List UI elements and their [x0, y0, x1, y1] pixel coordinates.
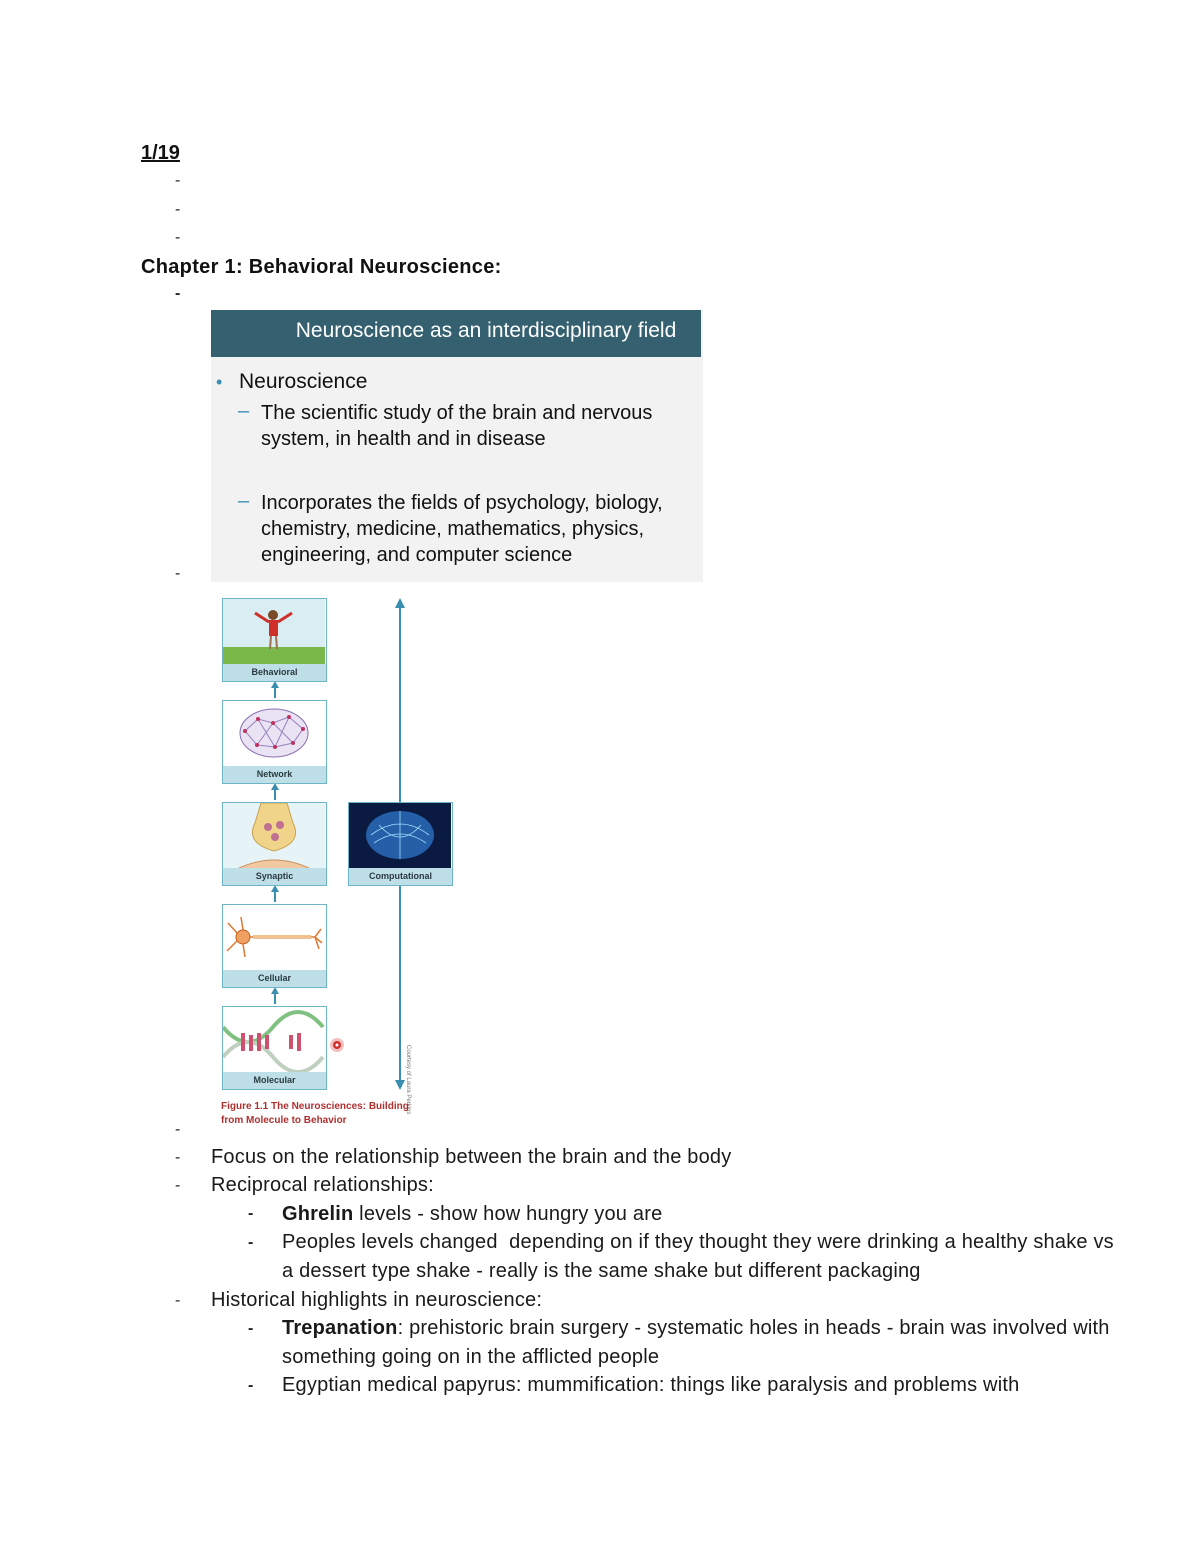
empty-bullet: -: [175, 285, 181, 302]
note-historical: Historical highlights in neuroscience:: [211, 1289, 543, 1311]
term-trepanation: Trepanation: [282, 1317, 398, 1339]
figure-label: Molecular: [223, 1072, 326, 1089]
note-focus: Focus on the relationship between the brain and the body: [211, 1146, 732, 1168]
figure-box-cellular: [222, 904, 327, 988]
slide-bullet: Neuroscience: [239, 370, 368, 393]
slide-image: [211, 310, 703, 582]
note-ghrelin: [282, 1200, 662, 1229]
bullet-dash: -: [248, 1234, 254, 1251]
figure-box-synaptic: [222, 802, 327, 886]
digital-brain-icon: [349, 803, 451, 869]
brain-network-icon: [223, 701, 325, 767]
slide-sub-line: system, in health and in disease: [261, 428, 546, 450]
figure-label: Synaptic: [223, 868, 326, 885]
slide-sub-line: Incorporates the fields of psychology, biology,: [261, 492, 663, 514]
note-trepanation: [282, 1314, 1110, 1343]
slide-sub-line: engineering, and computer science: [261, 544, 573, 566]
bullet-dash: -: [248, 1320, 254, 1337]
date-heading: 1/19: [141, 142, 180, 164]
note-egyptian: Egyptian medical papyrus: mummification: things like paralysis and problems with: [282, 1374, 1020, 1396]
figure-label: Network: [223, 766, 326, 783]
note-ghrelin-text: levels - show how hungry you are: [353, 1203, 663, 1225]
bullet-dash: -: [175, 1292, 181, 1309]
dna-icon: [223, 1007, 325, 1073]
figure-box-molecular: [222, 1006, 327, 1090]
slide-title: Neuroscience as an interdisciplinary field: [211, 310, 701, 357]
bullet-dash: -: [175, 1177, 181, 1194]
bullet-dash: -: [248, 1377, 254, 1394]
sub-dash-icon: –: [238, 490, 250, 512]
bullet-dash: -: [175, 1149, 181, 1166]
slide-sub-line: chemistry, medicine, mathematics, physics,: [261, 518, 645, 540]
figure-caption: from Molecule to Behavior: [221, 1115, 347, 1126]
bullet-dash: -: [248, 1205, 254, 1222]
empty-bullet: -: [175, 1121, 181, 1138]
figure-label: Computational: [349, 868, 452, 885]
person-icon: [223, 599, 325, 665]
note-peoples-line2: a dessert type shake - really is the same shake but different packaging: [282, 1260, 921, 1282]
empty-bullet: -: [175, 565, 181, 582]
figure-credit: Courtesy of Laura Perkins: [405, 1045, 411, 1115]
figure-label: Behavioral: [223, 664, 326, 681]
slide-sub-line: The scientific study of the brain and nervous: [261, 402, 653, 424]
bullet-dot-icon: •: [216, 372, 223, 392]
figure-neuroscience-levels: [211, 590, 456, 1132]
note-trepanation-line2: something going on in the afflicted people: [282, 1346, 660, 1368]
note-peoples-line1: Peoples levels changed depending on if they thought they were drinking a healthy shake vs: [282, 1231, 1114, 1253]
marker-dot-icon: [329, 1037, 345, 1053]
empty-bullet: -: [175, 201, 181, 218]
chapter-title: Chapter 1: Behavioral Neuroscience:: [141, 256, 502, 278]
note-trepanation-text: : prehistoric brain surgery - systematic holes in heads - brain was involved with: [397, 1317, 1110, 1339]
figure-caption: Figure 1.1 The Neurosciences: Building: [221, 1101, 409, 1112]
neuron-icon: [223, 905, 325, 971]
empty-bullet: -: [175, 229, 181, 246]
figure-label: Cellular: [223, 970, 326, 987]
note-reciprocal: Reciprocal relationships:: [211, 1174, 434, 1196]
figure-box-computational: [348, 802, 453, 886]
term-ghrelin: Ghrelin: [282, 1203, 354, 1225]
figure-box-network: [222, 700, 327, 784]
sub-dash-icon: –: [238, 400, 250, 422]
figure-box-behavioral: [222, 598, 327, 682]
synapse-icon: [223, 803, 325, 869]
empty-bullet: -: [175, 172, 181, 189]
